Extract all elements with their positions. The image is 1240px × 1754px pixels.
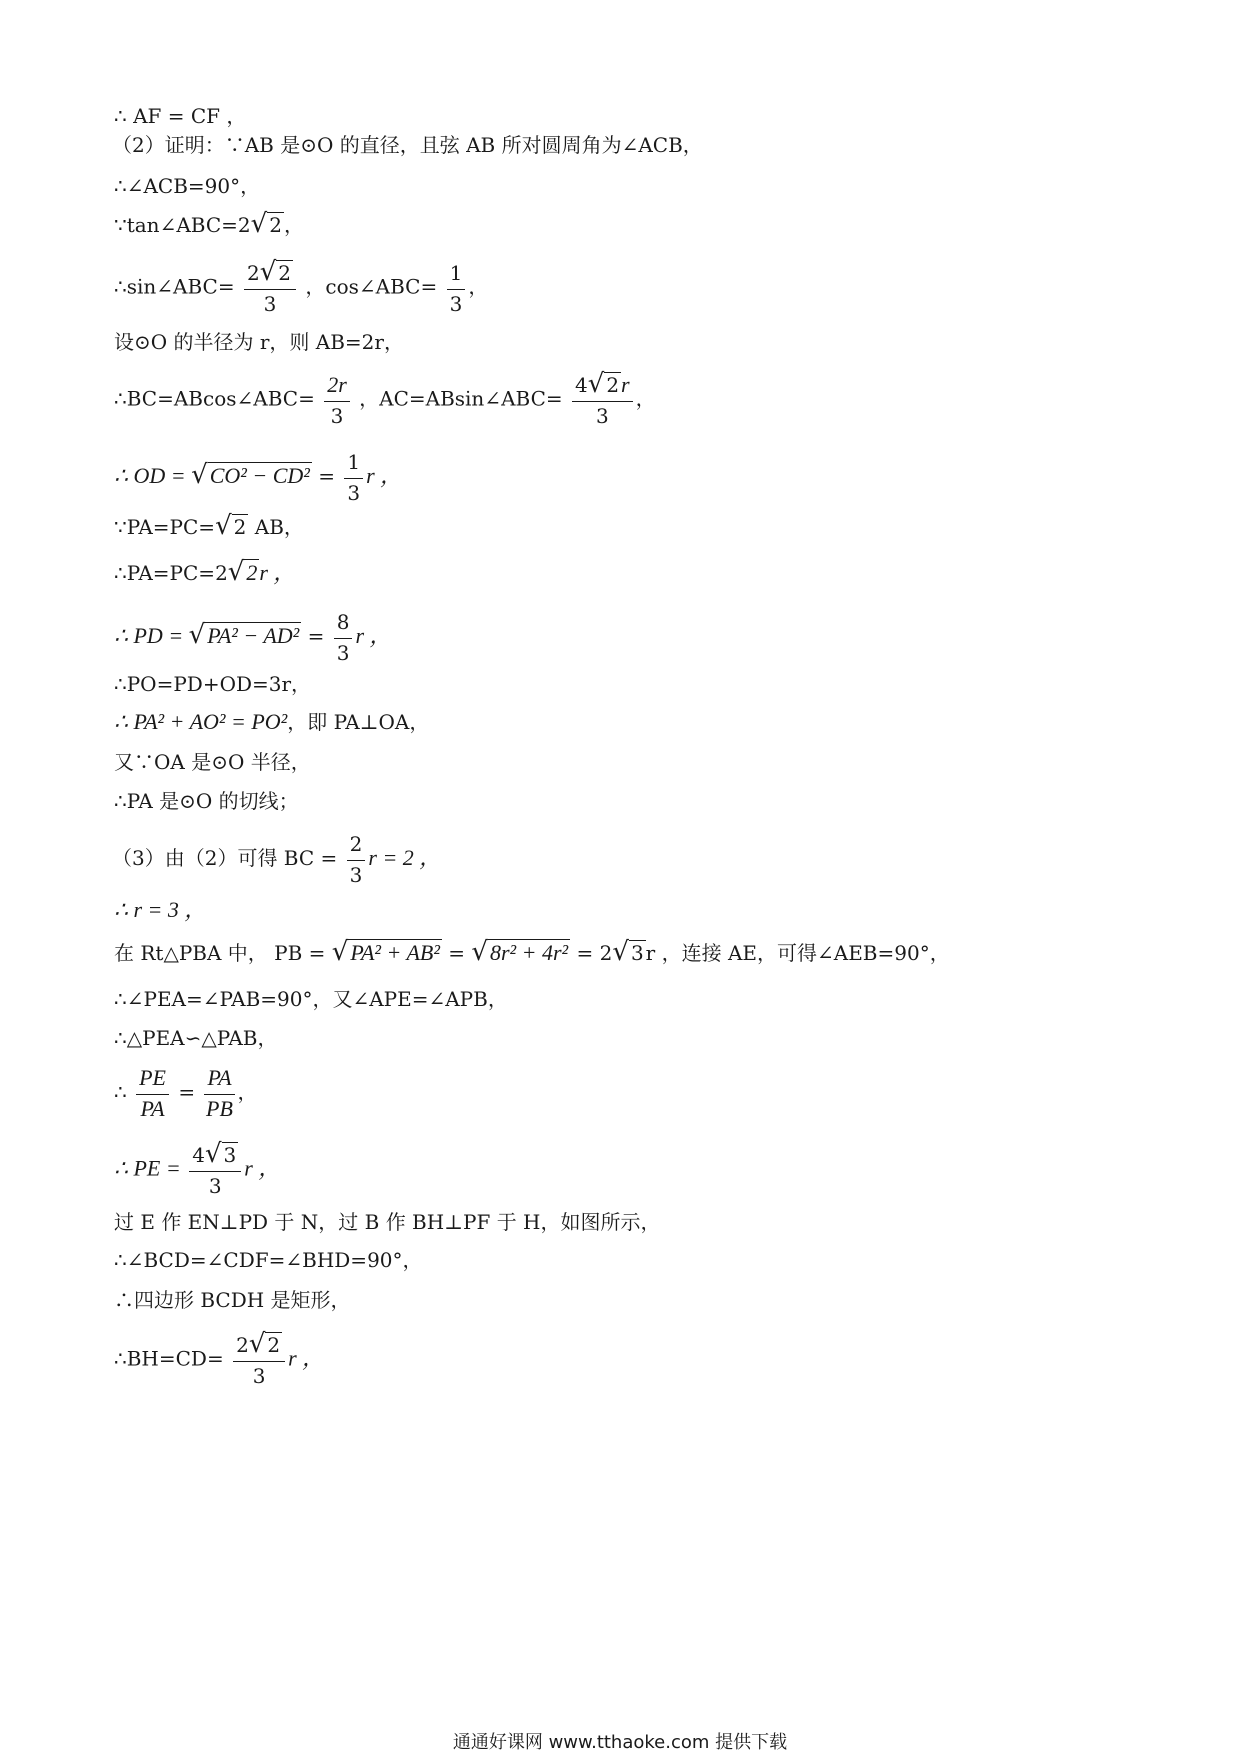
line-16: （3）由（2）可得 BC = $\frac{2}{3}$ r = 2 ， xyxy=(112,832,442,887)
line-19: ∴∠PEA=∠PAB=90°，又∠APE=∠APB， xyxy=(114,987,508,1011)
line-9: ∵PA=PC=√ 2 AB， xyxy=(114,511,304,541)
line-13: ∴ PA² + AO² = PO²，即 PA⊥OA， xyxy=(114,709,430,734)
line-12: ∴PO=PD+OD=3r， xyxy=(114,672,312,696)
page-footer: 通通好课网 www.tthaoke.com 提供下载 xyxy=(452,1732,788,1753)
line-18: 在 Rt△PBA 中， PB = √PA² + AB² = √8r² + 4r² = 2√ 3 r ，连接 AE，可得∠AEB=90°， xyxy=(114,937,950,967)
line-21: ∴ $\frac{PE}{PA}$ = $\frac{PA}{PB}$ ， xyxy=(114,1065,258,1121)
line-5: ∴sin∠ABC= $\frac{2√ 2}{3}$ ，cos∠ABC= $\frac{1}{3}$ ， xyxy=(114,257,489,316)
line-2: （2）证明：∵AB 是⊙O 的直径，且弦 AB 所对圆周角为∠ACB， xyxy=(112,133,703,157)
fraction: $\frac{1}{3}$ xyxy=(447,259,466,318)
fraction: $\frac{PA}{PB}$ xyxy=(206,1065,233,1121)
line-6: 设⊙O 的半径为 r，则 AB=2r， xyxy=(114,330,404,354)
line-8: ∴ OD = √CO² − CD² = $\frac{1}{3}$ r ， xyxy=(114,450,403,505)
fraction: $\frac{4√ 2r}{3}$ xyxy=(572,370,633,430)
line-14: 又∵OA 是⊙O 半径， xyxy=(114,750,311,774)
fraction: $\frac{4√ 3}{3}$ xyxy=(189,1140,241,1200)
fraction: $\frac{2r}{3}$ xyxy=(324,371,350,430)
fraction: $\frac{PE}{PA}$ xyxy=(136,1064,169,1123)
line-11: ∴ PD = √PA² − AD² = $\frac{8}{3}$ r ， xyxy=(114,610,392,665)
line-17: ∴ r = 3 ， xyxy=(114,897,207,922)
fraction: $\frac{2}{3}$ xyxy=(347,830,366,889)
fraction: $\frac{2√ 2}{3}$ xyxy=(244,258,296,318)
line-10: ∴PA=PC=2√2r ， xyxy=(114,557,296,587)
line-3: ∴∠ACB=90°， xyxy=(114,174,261,198)
line-23: 过 E 作 EN⊥PD 于 N，过 B 作 BH⊥PF 于 H，如图所示， xyxy=(114,1210,661,1234)
fraction: $\frac{8}{3}$ xyxy=(334,608,353,667)
line-24: ∴∠BCD=∠CDF=∠BHD=90°， xyxy=(114,1248,423,1272)
line-26: ∴BH=CD= $\frac{2√ 2}{3}$ r ， xyxy=(114,1329,325,1388)
line-7: ∴BC=ABcos∠ABC= $\frac{2r}{3}$ ，AC=ABsin∠ABC= $\frac{4√ 2r}{3}$ ， xyxy=(114,369,656,428)
line-20: ∴△PEA∽△PAB， xyxy=(114,1026,278,1050)
line-15: ∴PA 是⊙O 的切线； xyxy=(114,789,299,813)
line-25: ∴四边形 BCDH 是矩形， xyxy=(114,1288,351,1312)
fraction: $\frac{1}{3}$ xyxy=(344,448,363,507)
line-22: ∴ PE = $\frac{4√ 3}{3}$ r ， xyxy=(114,1139,281,1198)
line-1: ∴ AF = CF ， xyxy=(114,104,247,128)
line-4: ∵tan∠ABC=2√ 2 ， xyxy=(114,209,304,239)
fraction: $\frac{2√ 2}{3}$ xyxy=(233,1330,285,1390)
